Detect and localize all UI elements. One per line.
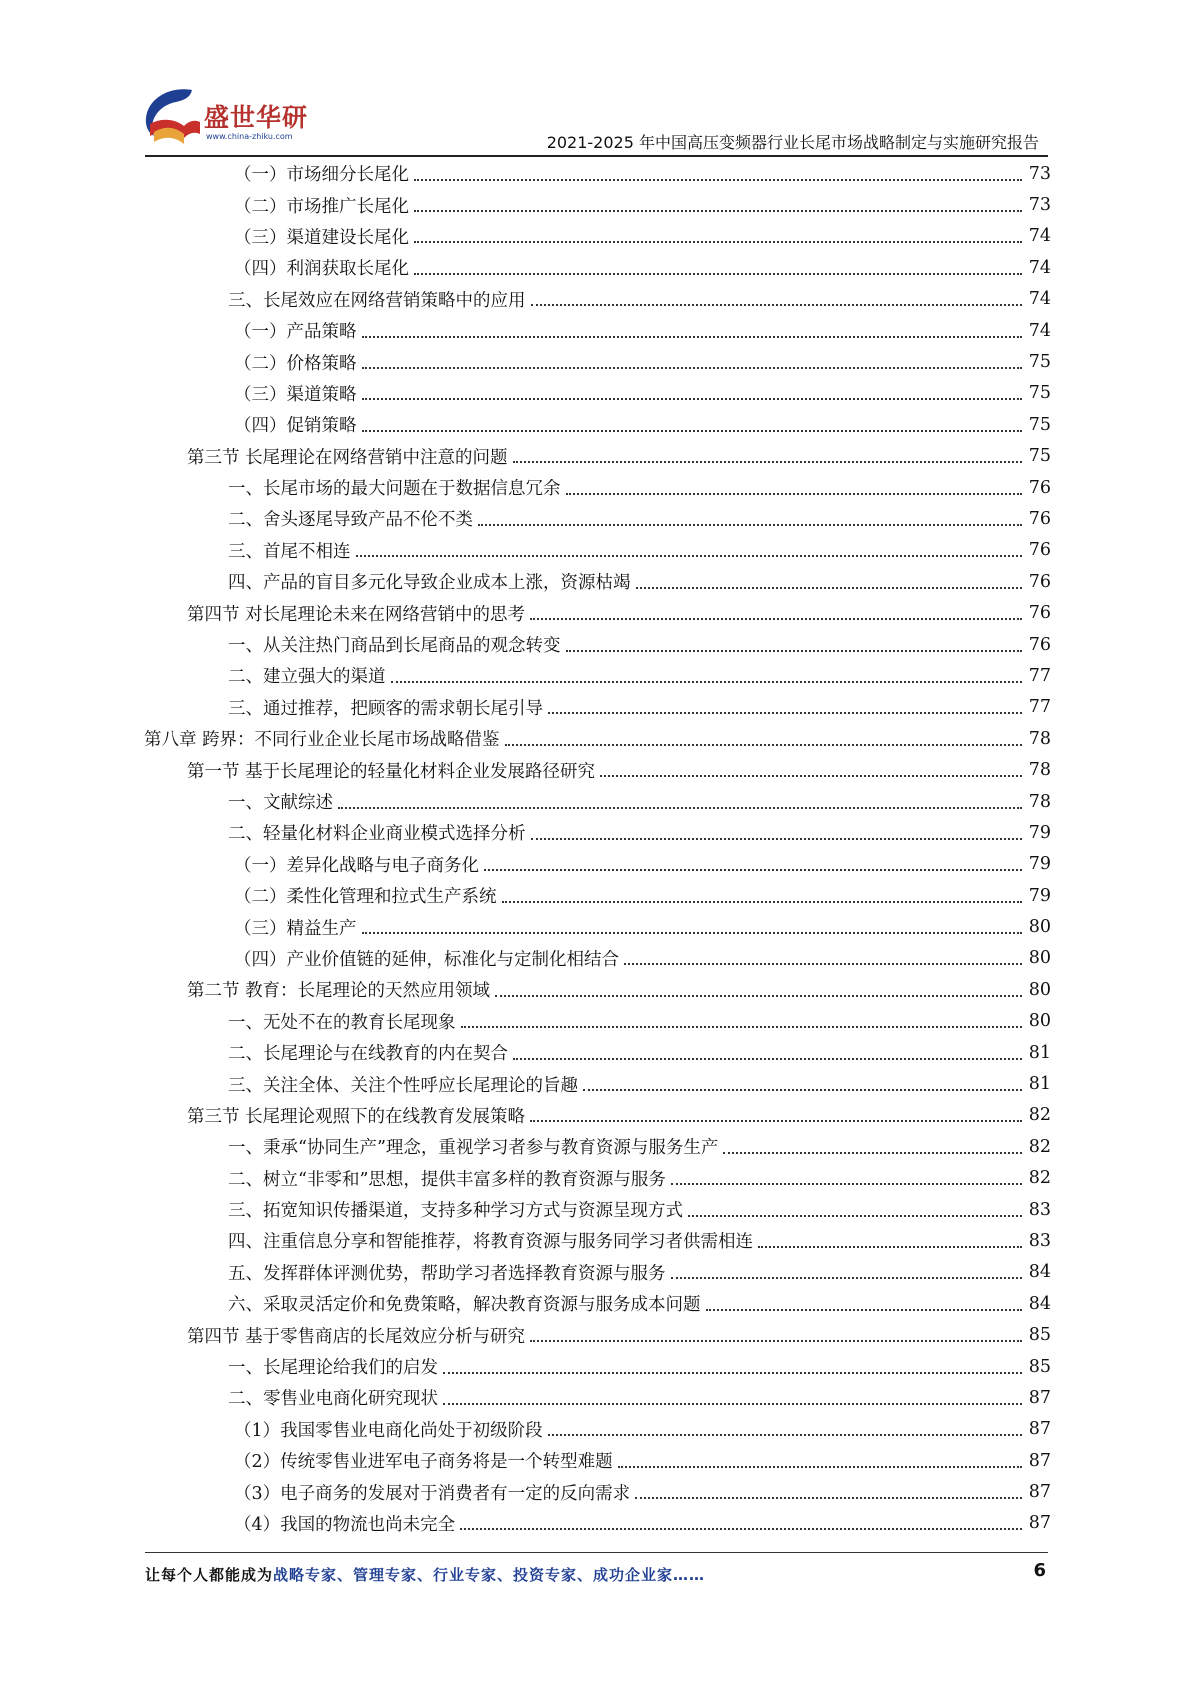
toc-entry-page: 84 xyxy=(1028,1293,1051,1314)
toc-leader-dots xyxy=(566,650,1023,652)
toc-leader-dots xyxy=(583,1089,1022,1091)
toc-entry-label: 一、无处不在的教育长尾现象 xyxy=(228,1009,458,1034)
toc-entry[interactable] xyxy=(0,1225,1191,1256)
toc-entry-label: 二、树立“非零和”思想，提供丰富多样的教育资源与服务 xyxy=(228,1166,668,1191)
toc-leader-dots xyxy=(530,1120,1022,1122)
toc-entry-label: 第三节 长尾理论在网络营销中注意的问题 xyxy=(187,444,510,469)
toc-leader-dots xyxy=(414,273,1022,275)
toc-leader-dots xyxy=(495,995,1022,997)
toc-leader-dots xyxy=(513,461,1022,463)
toc-entry[interactable] xyxy=(0,1351,1191,1382)
toc-entry-page: 82 xyxy=(1028,1105,1051,1126)
toc-entry[interactable] xyxy=(0,566,1191,597)
toc-entry[interactable] xyxy=(0,817,1191,848)
toc-entry-page: 87 xyxy=(1028,1482,1051,1503)
toc-entry[interactable] xyxy=(0,849,1191,880)
toc-entry-page: 80 xyxy=(1028,948,1051,969)
toc-leader-dots xyxy=(671,1277,1023,1279)
toc-entry[interactable] xyxy=(0,315,1191,346)
toc-entry[interactable] xyxy=(0,692,1191,723)
toc-entry-page: 78 xyxy=(1028,791,1051,812)
toc-entry-label: （三）精益生产 xyxy=(234,915,359,940)
toc-entry[interactable] xyxy=(0,441,1191,472)
toc-leader-dots xyxy=(443,1403,1022,1405)
toc-entry[interactable] xyxy=(0,974,1191,1005)
toc-leader-dots xyxy=(414,241,1022,243)
toc-entry-label: 三、拓宽知识传播渠道，支持多种学习方式与资源呈现方式 xyxy=(228,1197,685,1222)
toc-entry-label: 三、关注全体、关注个性呼应长尾理论的旨趣 xyxy=(228,1072,580,1097)
toc-entry-page: 75 xyxy=(1028,414,1051,435)
toc-entry-page: 80 xyxy=(1028,917,1051,938)
toc-leader-dots xyxy=(513,1058,1022,1060)
toc-entry[interactable] xyxy=(0,503,1191,534)
toc-leader-dots xyxy=(362,336,1023,338)
toc-entry-label: 六、采取灵活定价和免费策略，解决教育资源与服务成本问题 xyxy=(228,1291,703,1316)
toc-entry-label: （三）渠道建设长尾化 xyxy=(234,224,411,249)
toc-entry-page: 77 xyxy=(1028,697,1051,718)
toc-leader-dots xyxy=(502,901,1023,903)
toc-entry-page: 87 xyxy=(1028,1513,1051,1534)
toc-entry[interactable] xyxy=(0,472,1191,503)
toc-entry-label: 第四节 对长尾理论未来在网络营销中的思考 xyxy=(187,601,527,626)
toc-leader-dots xyxy=(362,932,1023,934)
toc-entry-page: 73 xyxy=(1028,195,1051,216)
toc-entry[interactable] xyxy=(0,1100,1191,1131)
toc-entry-label: 五、发挥群体评测优势，帮助学习者选择教育资源与服务 xyxy=(228,1260,668,1285)
toc-entry-label: 三、首尾不相连 xyxy=(228,538,353,563)
toc-entry-page: 80 xyxy=(1028,979,1051,1000)
toc-entry[interactable] xyxy=(0,1508,1191,1539)
header-divider xyxy=(145,155,1048,157)
toc-entry-page: 74 xyxy=(1028,289,1051,310)
page-number: 6 xyxy=(1033,1560,1046,1581)
toc-entry[interactable] xyxy=(0,1288,1191,1319)
toc-leader-dots xyxy=(356,555,1023,557)
footer-slogan-prefix: 让每个人都能成为 xyxy=(145,1566,274,1584)
toc-leader-dots xyxy=(723,1152,1022,1154)
toc-leader-dots xyxy=(688,1215,1022,1217)
toc-entry-page: 75 xyxy=(1028,446,1051,467)
toc-leader-dots xyxy=(443,1372,1022,1374)
toc-entry-page: 82 xyxy=(1028,1136,1051,1157)
toc-entry-page: 76 xyxy=(1028,540,1051,561)
toc-entry[interactable] xyxy=(0,943,1191,974)
toc-entry-page: 75 xyxy=(1028,352,1051,373)
toc-entry-label: 三、长尾效应在网络营销策略中的应用 xyxy=(228,287,528,312)
toc-leader-dots xyxy=(530,618,1022,620)
toc-entry-label: 四、产品的盲目多元化导致企业成本上涨，资源枯竭 xyxy=(228,569,633,594)
toc-entry[interactable] xyxy=(0,221,1191,252)
toc-leader-dots xyxy=(548,1434,1022,1436)
toc-entry-page: 83 xyxy=(1028,1199,1051,1220)
toc-entry[interactable] xyxy=(0,1163,1191,1194)
toc-entry-page: 76 xyxy=(1028,571,1051,592)
toc-entry-label: 一、从关注热门商品到长尾商品的观念转变 xyxy=(228,632,563,657)
toc-entry-page: 87 xyxy=(1028,1387,1051,1408)
toc-entry-label: （4）我国的物流也尚未完全 xyxy=(234,1511,457,1536)
logo-url: www.china-zhiku.com xyxy=(206,132,293,141)
toc-entry[interactable] xyxy=(0,1257,1191,1288)
toc-entry[interactable] xyxy=(0,1068,1191,1099)
toc-entry-label: 第八章 跨界：不同行业企业长尾市场战略借鉴 xyxy=(144,726,502,751)
toc-entry-page: 81 xyxy=(1028,1042,1051,1063)
toc-entry-label: （一）产品策略 xyxy=(234,318,359,343)
toc-entry-page: 80 xyxy=(1028,1011,1051,1032)
toc-entry-page: 84 xyxy=(1028,1262,1051,1283)
toc-entry-page: 74 xyxy=(1028,257,1051,278)
toc-entry[interactable] xyxy=(0,911,1191,942)
toc-entry-label: （二）价格策略 xyxy=(234,350,359,375)
toc-entry-label: （四）促销策略 xyxy=(234,412,359,437)
toc-entry-label: （一）差异化战略与电子商务化 xyxy=(234,852,481,877)
toc-entry-label: 一、文献综述 xyxy=(228,789,335,814)
toc-entry-page: 79 xyxy=(1028,822,1051,843)
toc-entry[interactable] xyxy=(0,754,1191,785)
logo-emblem-icon xyxy=(140,84,202,148)
toc-entry-label: 二、轻量化材料企业商业模式选择分析 xyxy=(228,820,528,845)
toc-leader-dots xyxy=(635,1497,1022,1499)
toc-leader-dots xyxy=(460,1528,1022,1530)
toc-entry-label: 二、舍头逐尾导致产品不伦不类 xyxy=(228,506,475,531)
toc-entry[interactable] xyxy=(0,1445,1191,1476)
toc-entry[interactable] xyxy=(0,880,1191,911)
footer-slogan xyxy=(145,1564,705,1585)
toc-entry[interactable] xyxy=(0,1414,1191,1445)
toc-leader-dots xyxy=(636,587,1023,589)
toc-entry-label: 二、建立强大的渠道 xyxy=(228,663,388,688)
toc-entry-page: 82 xyxy=(1028,1168,1051,1189)
toc-leader-dots xyxy=(461,1026,1023,1028)
toc-entry-page: 79 xyxy=(1028,854,1051,875)
toc-entry[interactable] xyxy=(0,284,1191,315)
toc-entry-label: 第一节 基于长尾理论的轻量化材料企业发展路径研究 xyxy=(187,758,597,783)
footer-divider xyxy=(145,1552,1048,1553)
toc-entry[interactable] xyxy=(0,535,1191,566)
toc-entry-page: 83 xyxy=(1028,1230,1051,1251)
toc-entry-label: （1）我国零售业电商化尚处于初级阶段 xyxy=(234,1417,545,1442)
toc-entry-page: 76 xyxy=(1028,508,1051,529)
toc-entry-label: 第二节 教育：长尾理论的天然应用领域 xyxy=(187,977,492,1002)
toc-entry-label: 第四节 基于零售商店的长尾效应分析与研究 xyxy=(187,1323,527,1348)
toc-entry-label: （一）市场细分长尾化 xyxy=(234,161,411,186)
toc-entry[interactable] xyxy=(0,252,1191,283)
toc-leader-dots xyxy=(391,681,1023,683)
toc-entry[interactable] xyxy=(0,786,1191,817)
toc-entry-label: （2）传统零售业进军电子商务将是一个转型难题 xyxy=(234,1448,615,1473)
footer-slogan-highlight: 战略专家、管理专家、行业专家、投资专家、成功企业家…… xyxy=(273,1566,706,1584)
toc-entry-label: 一、长尾市场的最大问题在于数据信息冗余 xyxy=(228,475,563,500)
toc-entry-label: 一、长尾理论给我们的启发 xyxy=(228,1354,440,1379)
toc-entry-page: 76 xyxy=(1028,634,1051,655)
toc-entry-page: 78 xyxy=(1028,728,1051,749)
toc-entry-page: 77 xyxy=(1028,665,1051,686)
toc-entry-label: （四）利润获取长尾化 xyxy=(234,255,411,280)
toc-entry-label: （二）柔性化管理和拉式生产系统 xyxy=(234,883,499,908)
toc-leader-dots xyxy=(531,838,1023,840)
toc-entry-label: （四）产业价值链的延伸，标准化与定制化相结合 xyxy=(234,946,621,971)
company-logo xyxy=(140,84,315,148)
toc-leader-dots xyxy=(531,304,1023,306)
toc-leader-dots xyxy=(600,775,1022,777)
toc-leader-dots xyxy=(618,1466,1022,1468)
toc-leader-dots xyxy=(362,430,1023,432)
toc-entry[interactable] xyxy=(0,1194,1191,1225)
toc-entry-page: 87 xyxy=(1028,1419,1051,1440)
toc-entry[interactable] xyxy=(0,1131,1191,1162)
toc-leader-dots xyxy=(362,398,1023,400)
toc-entry-label: 二、零售业电商化研究现状 xyxy=(228,1385,440,1410)
toc-leader-dots xyxy=(362,367,1023,369)
toc-entry[interactable] xyxy=(0,158,1191,189)
toc-entry[interactable] xyxy=(0,378,1191,409)
toc-entry-page: 76 xyxy=(1028,477,1051,498)
table-of-contents xyxy=(0,158,1191,1539)
toc-leader-dots xyxy=(505,744,1022,746)
toc-entry-page: 87 xyxy=(1028,1450,1051,1471)
toc-entry[interactable] xyxy=(0,346,1191,377)
toc-entry-page: 74 xyxy=(1028,320,1051,341)
toc-entry-label: 第三节 长尾理论观照下的在线教育发展策略 xyxy=(187,1103,527,1128)
toc-leader-dots xyxy=(414,210,1022,212)
toc-leader-dots xyxy=(530,1340,1022,1342)
toc-entry-page: 79 xyxy=(1028,885,1051,906)
toc-entry[interactable] xyxy=(0,1006,1191,1037)
toc-entry-label: 三、通过推荐，把顾客的需求朝长尾引导 xyxy=(228,695,545,720)
toc-leader-dots xyxy=(338,807,1022,809)
toc-leader-dots xyxy=(758,1246,1022,1248)
toc-leader-dots xyxy=(624,963,1022,965)
toc-entry-page: 75 xyxy=(1028,383,1051,404)
toc-entry-label: 二、长尾理论与在线教育的内在契合 xyxy=(228,1040,510,1065)
toc-entry-label: （3）电子商务的发展对于消费者有一定的反向需求 xyxy=(234,1480,632,1505)
toc-entry-page: 73 xyxy=(1028,163,1051,184)
toc-entry-page: 74 xyxy=(1028,226,1051,247)
toc-entry[interactable] xyxy=(0,1382,1191,1413)
toc-leader-dots xyxy=(671,1183,1022,1185)
toc-entry[interactable] xyxy=(0,1037,1191,1068)
toc-entry-label: 四、注重信息分享和智能推荐，将教育资源与服务同学习者供需相连 xyxy=(228,1228,755,1253)
toc-entry[interactable] xyxy=(0,629,1191,660)
toc-entry[interactable] xyxy=(0,723,1191,754)
toc-entry[interactable] xyxy=(0,660,1191,691)
toc-leader-dots xyxy=(706,1309,1023,1311)
toc-entry[interactable] xyxy=(0,597,1191,628)
toc-entry-page: 85 xyxy=(1028,1356,1051,1377)
toc-entry-label: （二）市场推广长尾化 xyxy=(234,193,411,218)
toc-entry-label: （三）渠道策略 xyxy=(234,381,359,406)
toc-leader-dots xyxy=(478,524,1022,526)
report-title: 2021-2025 年中国高压变频器行业长尾市场战略制定与实施研究报告 xyxy=(546,133,1039,152)
toc-entry[interactable] xyxy=(0,1476,1191,1507)
toc-entry-page: 76 xyxy=(1028,603,1051,624)
toc-entry[interactable] xyxy=(0,1319,1191,1350)
toc-entry-page: 78 xyxy=(1028,760,1051,781)
toc-entry-page: 81 xyxy=(1028,1074,1051,1095)
toc-leader-dots xyxy=(548,712,1022,714)
logo-name: 盛世华研 xyxy=(204,103,309,132)
toc-leader-dots xyxy=(566,493,1023,495)
toc-entry[interactable] xyxy=(0,409,1191,440)
toc-entry[interactable] xyxy=(0,189,1191,220)
toc-entry-page: 85 xyxy=(1028,1325,1051,1346)
toc-leader-dots xyxy=(484,869,1022,871)
toc-entry-label: 一、秉承“协同生产”理念，重视学习者参与教育资源与服务生产 xyxy=(228,1134,720,1159)
toc-leader-dots xyxy=(414,179,1022,181)
